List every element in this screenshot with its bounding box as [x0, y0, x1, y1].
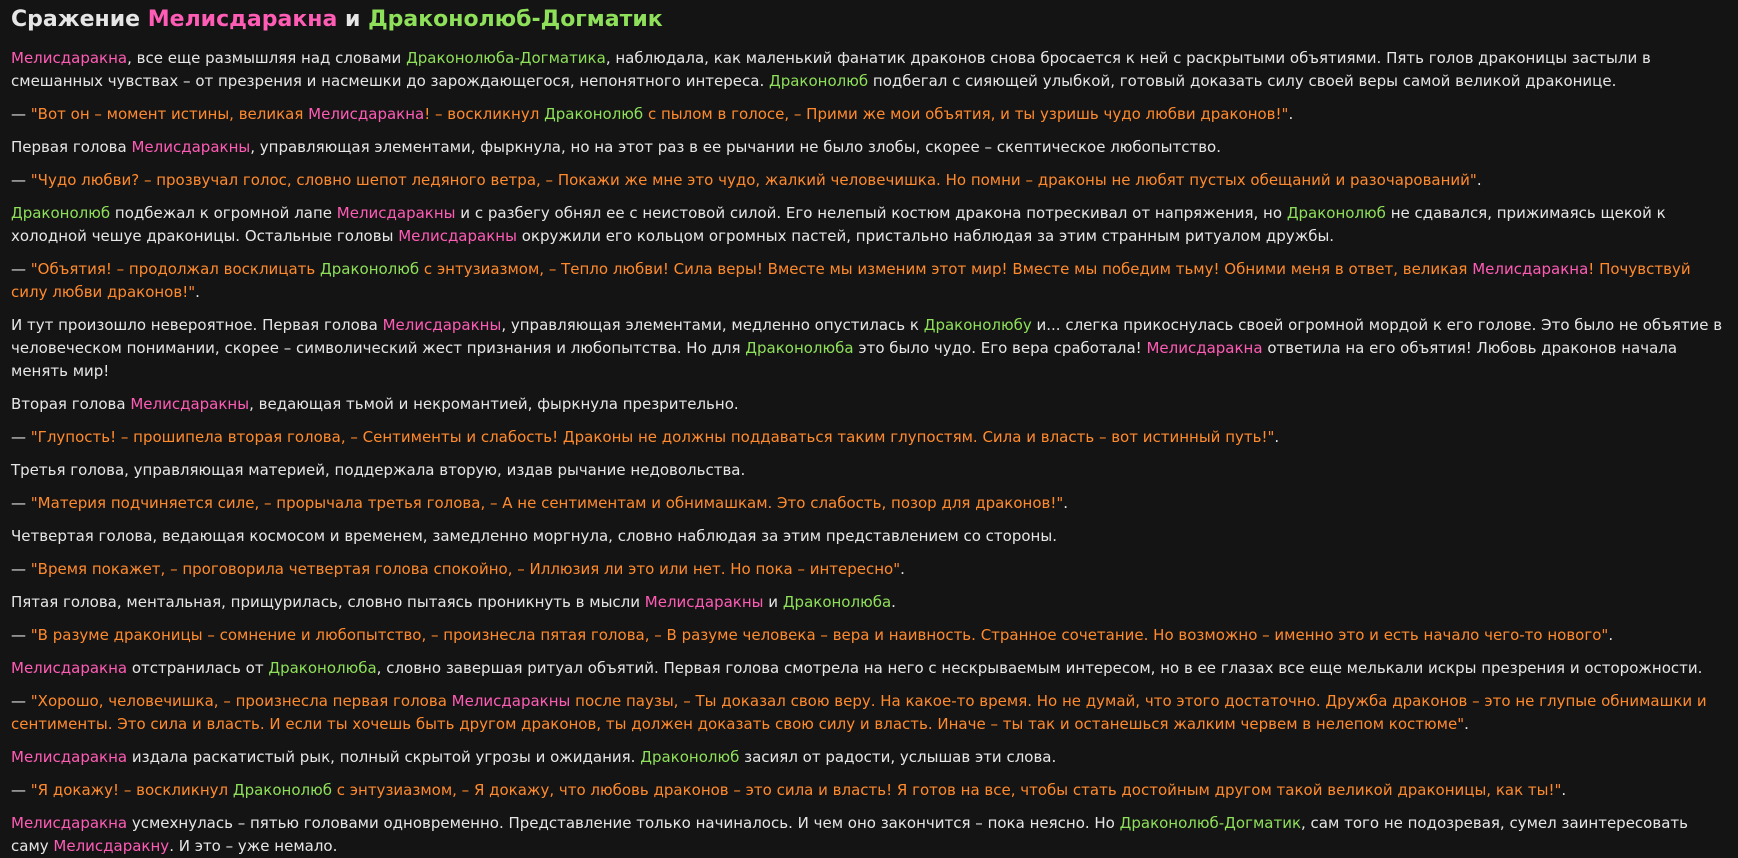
text-span: .: [1464, 715, 1469, 733]
text-span: Первая голова: [11, 138, 132, 156]
text-span: Четвертая голова, ведающая космосом и временем, замедленно моргнула, словно наблюдая за этим представлением со стороны.: [11, 527, 1057, 545]
character-name-melisdarakna: Мелисдаракны: [130, 395, 250, 413]
character-name-melisdarakna: Мелисдаракны: [644, 593, 764, 611]
text-span: "Материя подчиняется силе, – прорычала третья голова, – А не сентиментам и обнимашкам. Это слабость, позор для драконов!": [30, 494, 1064, 512]
text-span: усмехнулась – пятью головами одновременно. Представление только начиналось. И чем оно закончится – пока неясно. Но: [127, 814, 1120, 832]
character-name-melisdarakna: Мелисдаракны: [398, 227, 517, 245]
character-name-melisdarakna: Мелисдаракна: [11, 659, 128, 677]
narration-paragraph: [11, 657, 1727, 680]
character-name-drakonolyub: Драконолюба: [745, 339, 854, 357]
text-span: ответила на его объятия! Любовь драконов начала менять мир!: [11, 339, 1678, 380]
text-span: .: [1288, 105, 1294, 123]
text-span: , все еще размышляя над словами: [127, 49, 407, 67]
character-name-drakonolyub: Драконолюб: [232, 781, 332, 799]
narration-paragraph: [11, 746, 1727, 769]
dialogue-dash: —: [11, 171, 31, 189]
character-name-melisdarakna: Мелисдаракна: [11, 748, 128, 766]
text-span: .: [1608, 626, 1614, 644]
text-span: окружили его кольцом огромных пастей, пристально наблюдая за этим странным ритуалом дружбы.: [516, 227, 1335, 245]
text-span: , сам того не подозревая, сумел заинтересовать саму: [11, 814, 1688, 855]
text-span: "Объятия! – продолжал восклицать: [30, 260, 321, 278]
text-span: .: [1476, 171, 1482, 189]
text-span: , управляющая элементами, медленно опустилась к: [501, 316, 924, 334]
character-name-drakonolyub: Драконолюба-Догматика: [406, 49, 606, 67]
character-name-drakonolyub: Драконолюб: [320, 260, 420, 278]
text-span: , словно завершая ритуал объятий. Первая голова смотрела на него с нескрываемым интересом, но в ее глазах все еще мелькали искры презрения и осторожности.: [376, 659, 1703, 677]
dialogue-paragraph: [11, 169, 1727, 192]
text-span: .: [891, 593, 896, 611]
character-name-drakonolyub: Драконолюб: [11, 204, 111, 222]
text-span: подбегал с сияющей улыбкой, готовый доказать силу своей веры самой великой драконице.: [868, 72, 1617, 90]
text-span: с пылом в голосе, – Прими же мои объятия, и ты узришь чудо любви драконов!": [643, 105, 1289, 123]
text-span: Третья голова, управляющая материей, поддержала вторую, издав рычание недовольства.: [11, 461, 746, 479]
text-span: .: [1561, 781, 1567, 799]
dialogue-dash: —: [11, 781, 31, 799]
narration-paragraph: [11, 393, 1727, 416]
character-name-melisdarakna: Мелисдаракны: [336, 204, 456, 222]
dialogue-dash: —: [11, 105, 31, 123]
dialogue-paragraph: [11, 103, 1727, 126]
narration-paragraph: [11, 812, 1727, 858]
narration-paragraph: [11, 136, 1727, 159]
story-title: [11, 7, 1727, 33]
text-span: засиял от радости, услышав эти слова.: [739, 748, 1057, 766]
character-name-melisdarakna: Мелисдаракны: [451, 692, 571, 710]
dialogue-dash: —: [11, 626, 31, 644]
character-name-melisdarakna: Мелисдаракна: [308, 105, 425, 123]
character-name-drakonolyub: Драконолюб: [1286, 204, 1386, 222]
text-span: издала раскатистый рык, полный скрытой угрозы и ожидания.: [127, 748, 641, 766]
text-span: "В разуме драконицы – сомнение и любопытство, – произнесла пятая голова, – В разуме человека – вера и наивность. Странное сочетание. Но возможно – именно это и есть начало чего-то нового": [30, 626, 1609, 644]
character-name-melisdarakna: Мелисдаракна: [11, 49, 128, 67]
text-span: ! – воскликнул: [424, 105, 545, 123]
character-name-melisdarakna: Мелисдаракна: [11, 814, 128, 832]
dialogue-paragraph: [11, 426, 1727, 449]
dialogue-paragraph: [11, 779, 1727, 802]
dialogue-paragraph: [11, 258, 1727, 304]
character-name-melisdarakna: Мелисдаракны: [131, 138, 251, 156]
text-span: .: [900, 560, 905, 578]
narration-paragraph: [11, 47, 1727, 93]
character-name-melisdarakna: Мелисдаракна: [1146, 339, 1263, 357]
title-name-melisdarakna: Мелисдаракна: [147, 7, 338, 32]
text-span: "Глупость! – прошипела вторая голова, – Сентименты и слабость! Драконы не должны поддаваться таким глупостям. Сила и власть – вот истинный путь!": [30, 428, 1275, 446]
character-name-melisdarakna: Мелисдаракны: [382, 316, 502, 334]
dialogue-paragraph: [11, 624, 1727, 647]
text-span: "Вот он – момент истины, великая: [30, 105, 309, 123]
text-span: , управляющая элементами, фыркнула, но на этот раз в ее рычании не было злобы, скорее – скептическое любопытство.: [250, 138, 1221, 156]
text-span: , ведающая тьмой и некромантией, фыркнула презрительно.: [249, 395, 739, 413]
character-name-drakonolyub: Драконолюбу: [923, 316, 1032, 334]
narration-paragraph: [11, 314, 1727, 383]
text-span: Пятая голова, ментальная, прищурилась, словно пытаясь проникнуть в мысли: [11, 593, 645, 611]
text-span: "Я докажу! – воскликнул: [30, 781, 233, 799]
title-part: Сражение: [11, 7, 148, 32]
text-span: не сдавался, прижимаясь щекой к холодной чешуе драконицы. Остальные головы: [11, 204, 1666, 245]
character-name-drakonolyub: Драконолюб-Догматик: [1119, 814, 1302, 832]
text-span: ! Почувствуй силу любви драконов!": [11, 260, 1691, 301]
text-span: И тут произошло невероятное. Первая голова: [11, 316, 383, 334]
title-part: и: [337, 7, 369, 32]
narration-paragraph: [11, 591, 1727, 614]
narration-paragraph: [11, 202, 1727, 248]
dialogue-paragraph: [11, 492, 1727, 515]
text-span: .: [195, 283, 200, 301]
text-span: .: [1274, 428, 1280, 446]
text-span: отстранилась от: [127, 659, 269, 677]
story-body: [11, 47, 1727, 858]
dialogue-dash: —: [11, 560, 31, 578]
dialogue-paragraph: [11, 690, 1727, 736]
text-span: . И это – уже немало.: [169, 837, 338, 855]
dialogue-dash: —: [11, 428, 31, 446]
character-name-drakonolyub: Драконолюб: [769, 72, 869, 90]
text-span: с энтузиазмом, – Тепло любви! Сила веры! Вместе мы изменим этот мир! Вместе мы победим тьму! Обними меня в ответ, великая: [419, 260, 1473, 278]
dialogue-dash: —: [11, 692, 31, 710]
dialogue-paragraph: [11, 558, 1727, 581]
dialogue-dash: —: [11, 494, 31, 512]
narration-paragraph: [11, 459, 1727, 482]
character-name-drakonolyub: Драконолюб: [544, 105, 644, 123]
text-span: .: [1063, 494, 1069, 512]
text-span: "Хорошо, человечишка, – произнесла первая голова: [30, 692, 452, 710]
title-name-drakonolyub: Драконолюб-Догматик: [368, 7, 663, 32]
dialogue-dash: —: [11, 260, 31, 278]
character-name-melisdarakna: Мелисдаракну: [53, 837, 170, 855]
text-span: с энтузиазмом, – Я докажу, что любовь драконов – это сила и власть! Я готов на все, чтобы стать достойным другом такой великой драконицы, как ты!": [332, 781, 1562, 799]
character-name-drakonolyub: Драконолюба: [268, 659, 377, 677]
character-name-drakonolyub: Драконолюб: [640, 748, 740, 766]
text-span: и... слегка прикоснулась своей огромной мордой к его голове. Это было не объятие в человеческом понимании, скорее – символический жест признания и любопытства. Но для: [11, 316, 1723, 357]
narration-paragraph: [11, 525, 1727, 548]
character-name-melisdarakna: Мелисдаракна: [1472, 260, 1589, 278]
text-span: Вторая голова: [11, 395, 131, 413]
text-span: и с разбегу обнял ее с неистовой силой. Его нелепый костюм дракона потрескивал от напряжения, но: [455, 204, 1287, 222]
text-span: "Время покажет, – проговорила четвертая голова спокойно, – Иллюзия ли это или нет. Но пока – интересно": [30, 560, 901, 578]
character-name-drakonolyub: Драконолюба: [782, 593, 892, 611]
text-span: подбежал к огромной лапе: [110, 204, 337, 222]
text-span: "Чудо любви? – прозвучал голос, словно шепот ледяного ветра, – Покажи же мне это чудо, жалкий человечишка. Но помни – драконы не любят пустых обещаний и разочарований": [30, 171, 1477, 189]
text-span: это было чудо. Его вера сработала!: [853, 339, 1147, 357]
text-span: и: [763, 593, 783, 611]
text-span: после паузы, – Ты доказал свою веру. На какое-то время. Но не думай, что этого достаточно. Дружба драконов – это не глупые обнимашки и сентименты. Это сила и власть. И если ты хочешь быть другом драконов, ты должен доказать свою силу и власть. Иначе – ты так и останешься жалким червем в нелепом костюме": [11, 692, 1707, 733]
text-span: , наблюдала, как маленький фанатик драконов снова бросается к ней с раскрытыми объятиями. Пять голов драконицы застыли в смешанных чувствах – от презрения и насмешки до зарождающегося, непонятного интереса.: [11, 49, 1651, 90]
